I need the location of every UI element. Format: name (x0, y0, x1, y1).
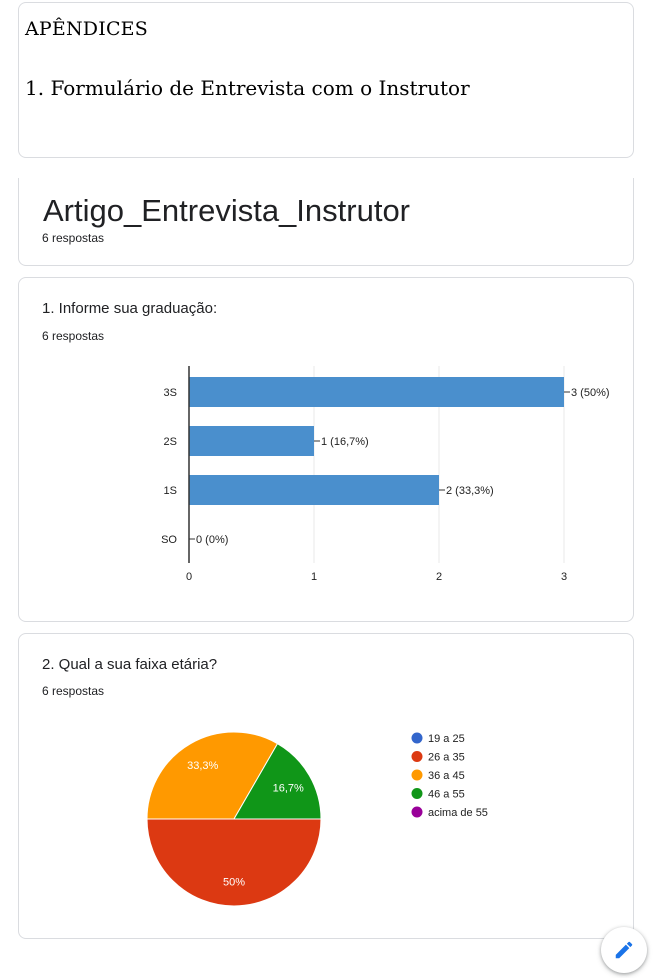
bar (189, 377, 564, 407)
bar-data-label: 3 (50%) (571, 387, 610, 399)
question-title: 1. Informe sua graduação: (42, 300, 218, 317)
pie-slice-label: 50% (222, 876, 246, 889)
bar-category-label: SO (161, 534, 177, 546)
legend-label: 26 a 35 (428, 751, 465, 764)
legend-swatch (412, 751, 423, 762)
question-title: 2. Qual a sua faixa etária? (42, 656, 218, 673)
legend-label: 36 a 45 (428, 770, 465, 782)
bar-tick-label: 2 (435, 571, 443, 583)
question-response-count: 6 respostas (42, 684, 105, 698)
bar-data-label: 2 (33,3%) (446, 485, 494, 497)
bar-category-label: 1S (163, 485, 177, 497)
pie-legend (412, 733, 488, 820)
bar-marks (189, 377, 564, 505)
form-response-count: 6 respostas (42, 231, 105, 245)
question-card-age (18, 633, 634, 939)
bar-data-labels (189, 387, 610, 546)
question-card-graduation (18, 277, 634, 622)
bar-chart (19, 278, 633, 588)
bar-tick-label: 0 (185, 571, 193, 583)
bar (189, 426, 314, 456)
bar-category-label: 2S (163, 436, 177, 448)
legend-swatch (412, 807, 423, 818)
bar-category-labels (161, 387, 177, 546)
appendix-subtitle: 1. Formulário de Entrevista com o Instrutor (25, 76, 470, 100)
bar-tick-labels (186, 571, 567, 583)
bar-category-label: 3S (163, 387, 177, 399)
bar-data-label: 0 (0%) (196, 534, 229, 546)
form-header-card (18, 178, 634, 266)
question-response-count: 6 respostas (42, 329, 105, 343)
bar-tick-label: 1 (310, 571, 318, 583)
appendix-title: APÊNDICES (25, 18, 148, 40)
pie-chart (19, 634, 633, 934)
form-title: Artigo_Entrevista_Instrutor (43, 193, 411, 228)
legend-label: acima de 55 (428, 807, 488, 819)
pie-slice-label: 33,3% (187, 759, 219, 772)
legend-label: 46 a 55 (428, 788, 465, 801)
pie-slice (147, 819, 321, 906)
pie-slice-label: 16,7% (272, 782, 304, 795)
bar-tick-label: 3 (560, 571, 568, 583)
legend-swatch (412, 788, 423, 799)
edit-button[interactable] (601, 927, 647, 973)
legend-swatch (412, 770, 423, 781)
pencil-icon (613, 939, 635, 961)
appendix-card (18, 2, 634, 158)
legend-label: 19 a 25 (428, 733, 465, 745)
legend-swatch (412, 733, 423, 744)
bar (189, 475, 439, 505)
bar-data-label: 1 (16,7%) (321, 436, 369, 448)
